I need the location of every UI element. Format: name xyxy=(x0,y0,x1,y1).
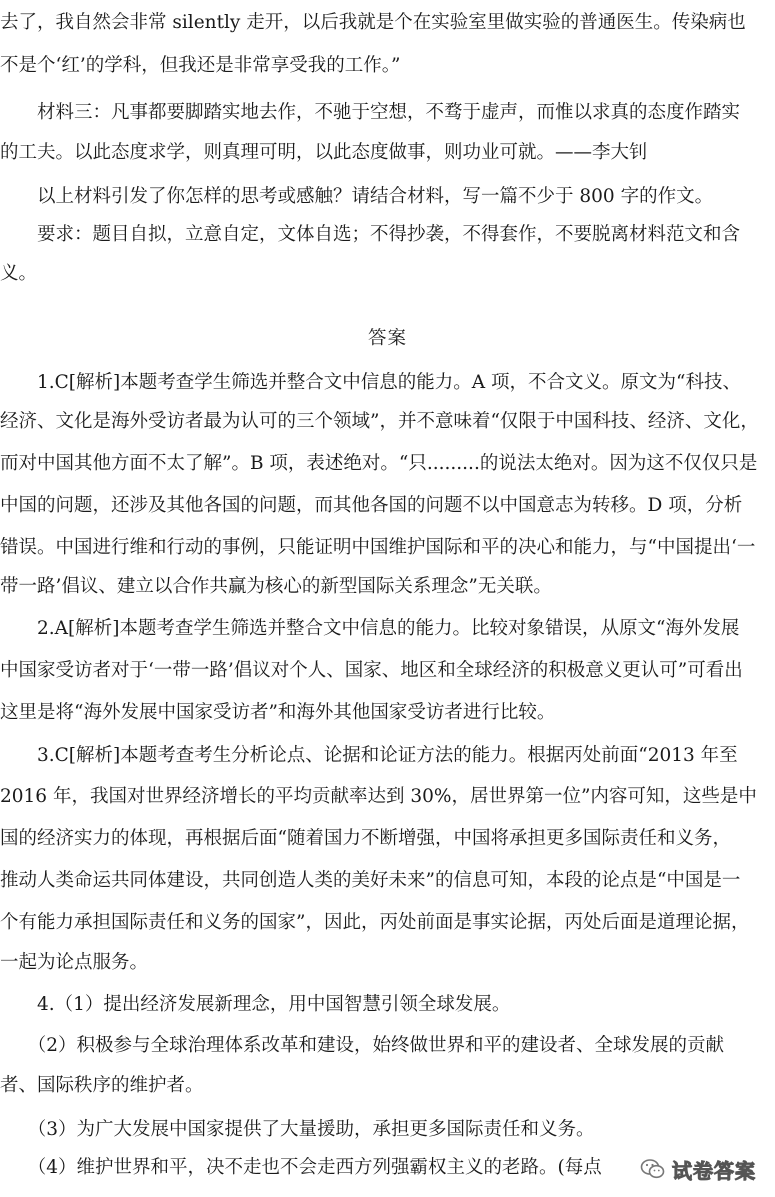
answer-heading: 答案 xyxy=(367,328,407,349)
text-line-16: 中国家受访者对于‘一带一路’倡议对个人、国家、地区和全球经济的积极意义更认可”可看出 xyxy=(0,660,743,681)
text-line-4: 的工夫。以此态度求学，则真理可明，以此态度做事，则功业可就。——李大钊 xyxy=(0,142,648,163)
text-line-25: （2）积极参与全球治理体系改革和建设，始终做世界和平的建设者、全球发展的贡献 xyxy=(0,1035,725,1056)
text-line-6: 要求：题目自拟，立意自定，文体自选；不得抄袭，不得套作，不要脱离材料范文和含 xyxy=(0,224,741,245)
text-line-15: 2.A[解析]本题考查学生筛选并整合文中信息的能力。比较对象错误，从原文“海外发展 xyxy=(0,618,740,639)
text-line-2: 不是个‘红’的学科，但我还是非常享受我的工作。” xyxy=(0,55,401,76)
text-line-9: 1.C[解析]本题考查学生筛选并整合文中信息的能力。A 项，不合文义。原文为“科技、 xyxy=(0,372,741,393)
text-line-24: 4.（1）提出经济发展新理念，用中国智慧引领全球发展。 xyxy=(0,994,511,1015)
text-line-26: 者、国际秩序的维护者。 xyxy=(0,1075,204,1096)
text-line-3: 材料三：凡事都要脚踏实地去作，不驰于空想，不骛于虚声，而惟以求真的态度作踏实 xyxy=(0,102,741,123)
text-line-11: 而对中国其他方面不太了解”。B 项，表述绝对。“只.........的说法太绝对。因为这不仅仅只是 xyxy=(0,453,758,474)
text-line-10: 经济、文化是海外受访者最为认可的三个领域”，并不意味着“仅限于中国科技、经济、文化， xyxy=(0,411,759,432)
text-line-28: （4）维护世界和平，决不走也不会走西方列强霸权主义的老路。(每点 xyxy=(0,1157,602,1178)
watermark xyxy=(634,1150,762,1188)
text-line-17: 这里是将“海外发展中国家受访者”和海外其他国家受访者进行比较。 xyxy=(0,702,556,723)
text-line-18: 3.C[解析]本题考查考生分析论点、论据和论证方法的能力。根据丙处前面“2013 年至 xyxy=(0,745,738,766)
text-line-21: 推动人类命运共同体建设，共同创造人类的美好未来”的信息可知，本段的论点是“中国是一 xyxy=(0,870,741,891)
text-line-23: 一起为论点服务。 xyxy=(0,952,149,973)
text-line-1: 去了，我自然会非常 silently 走开，以后我就是个在实验室里做实验的普通医生。传染病也 xyxy=(0,12,746,33)
text-line-27: （3）为广大发展中国家提供了大量援助，承担更多国际责任和义务。 xyxy=(0,1119,595,1140)
text-line-14: 带一路’倡议、建立以合作共赢为核心的新型国际关系理念”无关联。 xyxy=(0,576,552,597)
text-line-19: 2016 年，我国对世界经济增长的平均贡献率达到 30%，居世界第一位”内容可知，这些是中 xyxy=(0,786,757,807)
text-line-12: 中国的问题，还涉及其他各国的问题，而其他各国的问题不以中国意志为转移。D 项，分析 xyxy=(0,495,743,516)
text-line-7: 义。 xyxy=(0,263,38,284)
wechat-icon xyxy=(640,1156,666,1182)
watermark-text: 试卷答案 xyxy=(672,1158,756,1183)
text-line-5: 以上材料引发了你怎样的思考或感触？请结合材料，写一篇不少于 800 字的作文。 xyxy=(0,186,714,207)
text-line-20: 国的经济实力的体现，再根据后面“随着国力不断增强，中国将承担更多国际责任和义务， xyxy=(0,828,731,849)
text-line-22: 个有能力承担国际责任和义务的国家”，因此，丙处前面是事实论据，丙处后面是道理论据， xyxy=(0,912,750,933)
text-line-13: 错误。中国进行维和行动的事例，只能证明中国维护国际和平的决心和能力，与“中国提出‘一 xyxy=(0,537,756,558)
